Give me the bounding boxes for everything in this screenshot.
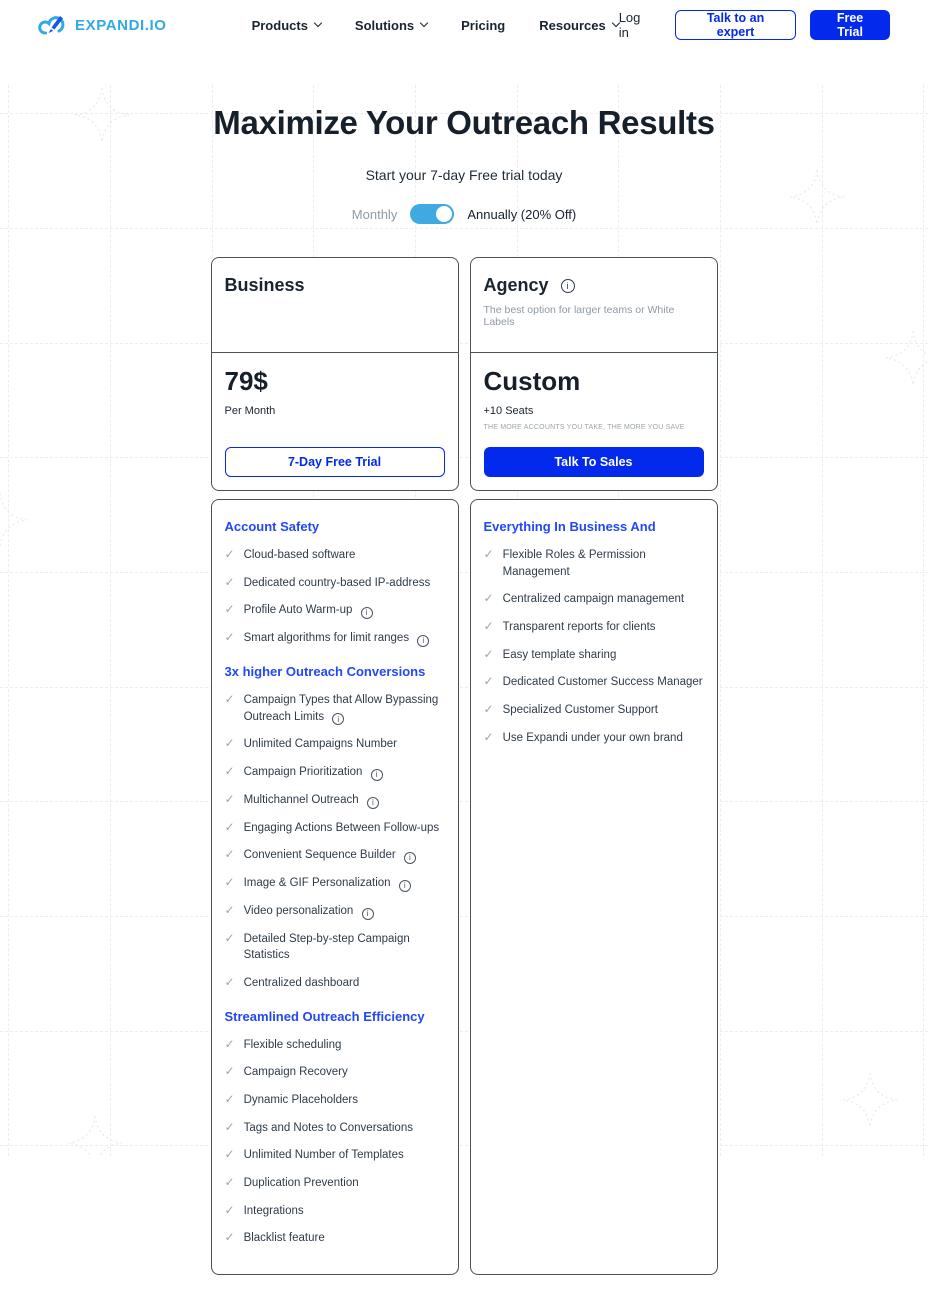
header-actions [619,10,890,40]
feature-row [484,647,704,664]
info-icon[interactable]: i [367,797,379,809]
plan-cta-button[interactable]: 7-Day Free Trial [225,447,445,477]
check-icon: ✓ [224,791,235,806]
feature-row [225,1092,445,1109]
feature-section-title: Everything In Business And [483,519,656,534]
check-icon: ✓ [224,902,235,917]
feature-label: Engaging Actions Between Follow-ups [243,821,440,834]
plan-name: Agency [483,275,549,295]
brand-name: EXPANDI.IO [75,16,167,34]
feature-row [225,792,445,809]
feature-label: Unlimited Campaigns Number [243,738,397,751]
billing-toggle-switch[interactable] [410,204,454,224]
feature-row [225,1175,445,1192]
feature-section-title: Streamlined Outreach Efficiency [224,1008,425,1024]
check-icon: ✓ [224,547,235,561]
feature-label: Multichannel Outreach i [244,792,379,809]
plan-features-box [470,499,718,1275]
feature-row [484,591,704,608]
feature-label: Dynamic Placeholders [243,1094,358,1107]
info-icon[interactable]: i [561,279,575,293]
feature-label: Transparent reports for clients [502,621,656,634]
rocket-cloud-icon [38,14,68,36]
check-icon: ✓ [224,574,235,589]
check-icon: ✓ [224,875,235,890]
info-icon[interactable]: i [361,607,373,619]
check-icon: ✓ [483,646,494,661]
free-trial-button[interactable]: Free Trial [810,10,890,40]
plan-header [212,258,458,353]
feature-row [225,820,445,837]
brand-logo[interactable] [38,14,167,36]
chevron-down-icon [420,19,428,27]
check-icon: ✓ [224,1202,235,1217]
check-icon: ✓ [483,674,494,689]
feature-row [484,674,704,691]
plan-subtitle: The best option for larger teams or White Labels [483,304,675,328]
check-icon: ✓ [483,591,494,606]
feature-label: Flexible scheduling [243,1038,342,1051]
hero-section [0,104,928,224]
feature-row [484,730,704,747]
plan-price-caption: +10 Seats [483,405,534,417]
feature-label: Dedicated country-based IP-address [243,576,431,589]
talk-to-expert-button[interactable]: Talk to an expert [675,10,796,40]
plan-header [471,258,717,353]
feature-label: Campaign Types that Allow Bypassing Outreach Limits i [243,693,439,724]
check-icon: ✓ [224,975,235,990]
feature-row [484,619,704,636]
feature-row [225,547,445,564]
nav-item-solutions[interactable]: Solutions [355,18,427,33]
feature-row [225,1037,445,1054]
info-icon[interactable]: i [399,880,411,892]
feature-label: Blacklist feature [243,1232,325,1245]
feature-label: Campaign Prioritization i [244,764,383,781]
chevron-down-icon [314,19,322,27]
info-icon[interactable]: i [362,908,374,920]
monthly-label: Monthly [351,206,398,222]
feature-label: Centralized dashboard [243,977,360,990]
check-icon: ✓ [224,930,235,945]
nav-item-pricing[interactable]: Pricing [461,17,506,33]
check-icon: ✓ [224,691,235,706]
feature-row [225,764,445,781]
annually-label: Annually (20% Off) [467,206,577,222]
info-icon[interactable]: i [404,852,416,864]
feature-row [225,692,445,725]
plan-features-box [211,499,459,1275]
nav-item-resources[interactable]: Resources [539,18,618,33]
plan-name-row [225,275,445,296]
feature-row [225,875,445,892]
check-icon: ✓ [483,729,494,744]
check-icon: ✓ [224,1119,235,1134]
feature-label: Image & GIF Personalization i [244,875,411,892]
plan-price: Custom [483,366,581,396]
feature-label: Easy template sharing [502,648,617,661]
check-icon: ✓ [224,1036,235,1051]
feature-row [225,1064,445,1081]
plan-name-row [484,275,704,296]
check-icon: ✓ [224,1064,235,1079]
info-icon[interactable]: i [417,635,429,647]
feature-label: Centralized campaign management [502,593,685,606]
plan-price-section [212,353,458,490]
feature-section-title: Account Safety [224,519,320,534]
feature-row [225,1203,445,1220]
check-icon: ✓ [224,602,235,617]
page-subtitle: Start your 7-day Free trial today [365,167,563,183]
check-icon: ✓ [224,764,235,779]
check-icon: ✓ [224,630,235,645]
feature-label: Flexible Roles & Permission Management [502,549,646,578]
check-icon: ✓ [224,1092,235,1107]
feature-label: Specialized Customer Support [502,704,658,717]
feature-row [225,602,445,619]
feature-label: Dedicated Customer Success Manager [502,676,703,689]
top-navigation-bar [0,0,928,50]
check-icon: ✓ [483,619,494,634]
feature-label: Convenient Sequence Builder i [244,847,416,864]
page-title: Maximize Your Outreach Results [213,104,715,141]
feature-label: Unlimited Number of Templates [243,1149,404,1162]
check-icon: ✓ [224,1175,235,1190]
check-icon: ✓ [224,736,235,751]
feature-label: Campaign Recovery [243,1066,348,1079]
feature-label: Use Expandi under your own brand [502,731,683,744]
plan-cta-button[interactable]: Talk To Sales [484,447,704,477]
plan-name: Business [224,275,305,295]
feature-row [225,630,445,647]
info-icon[interactable]: i [332,713,344,725]
feature-label: Smart algorithms for limit ranges i [244,630,430,647]
feature-row [225,736,445,753]
plan-summary-box [211,257,459,491]
feature-label: Video personalization i [244,903,374,920]
plan-price: 79$ [224,366,268,396]
feature-row [225,903,445,920]
check-icon: ✓ [224,847,235,862]
feature-label: Profile Auto Warm-up i [244,602,373,619]
check-icon: ✓ [483,702,494,717]
billing-period-toggle-row [0,204,928,224]
check-icon: ✓ [224,1147,235,1162]
feature-label: Tags and Notes to Conversations [243,1121,413,1134]
main-nav [252,18,619,33]
feature-row [225,975,445,992]
feature-row [225,847,445,864]
feature-label: Duplication Prevention [243,1177,359,1190]
pricing-card-business [211,257,459,1275]
feature-row [484,547,704,580]
info-icon[interactable]: i [371,769,383,781]
feature-label: Integrations [243,1204,304,1217]
grid-hline [0,228,928,229]
plan-fine-print: THE MORE ACCOUNTS YOU TAKE, THE MORE YOU SAVE [483,424,685,431]
plan-price-section [471,353,717,490]
toggle-knob [436,206,452,222]
check-icon: ✓ [224,1230,235,1245]
pricing-card-agency [470,257,718,1275]
feature-section-title: 3x higher Outreach Conversions [224,663,426,679]
feature-row [225,1120,445,1137]
nav-item-products[interactable]: Products [252,18,321,33]
feature-row [225,575,445,592]
plan-summary-box [470,257,718,491]
plan-price-caption: Per Month [224,405,276,417]
check-icon: ✓ [224,819,235,834]
feature-row [484,702,704,719]
login-link[interactable]: Log in [618,10,641,40]
pricing-cards-container [0,257,928,1311]
feature-label: Detailed Step-by-step Campaign Statistics [243,932,410,962]
feature-label: Cloud-based software [243,549,356,561]
check-icon: ✓ [483,547,494,561]
feature-row [225,1230,445,1247]
feature-row [225,931,445,964]
